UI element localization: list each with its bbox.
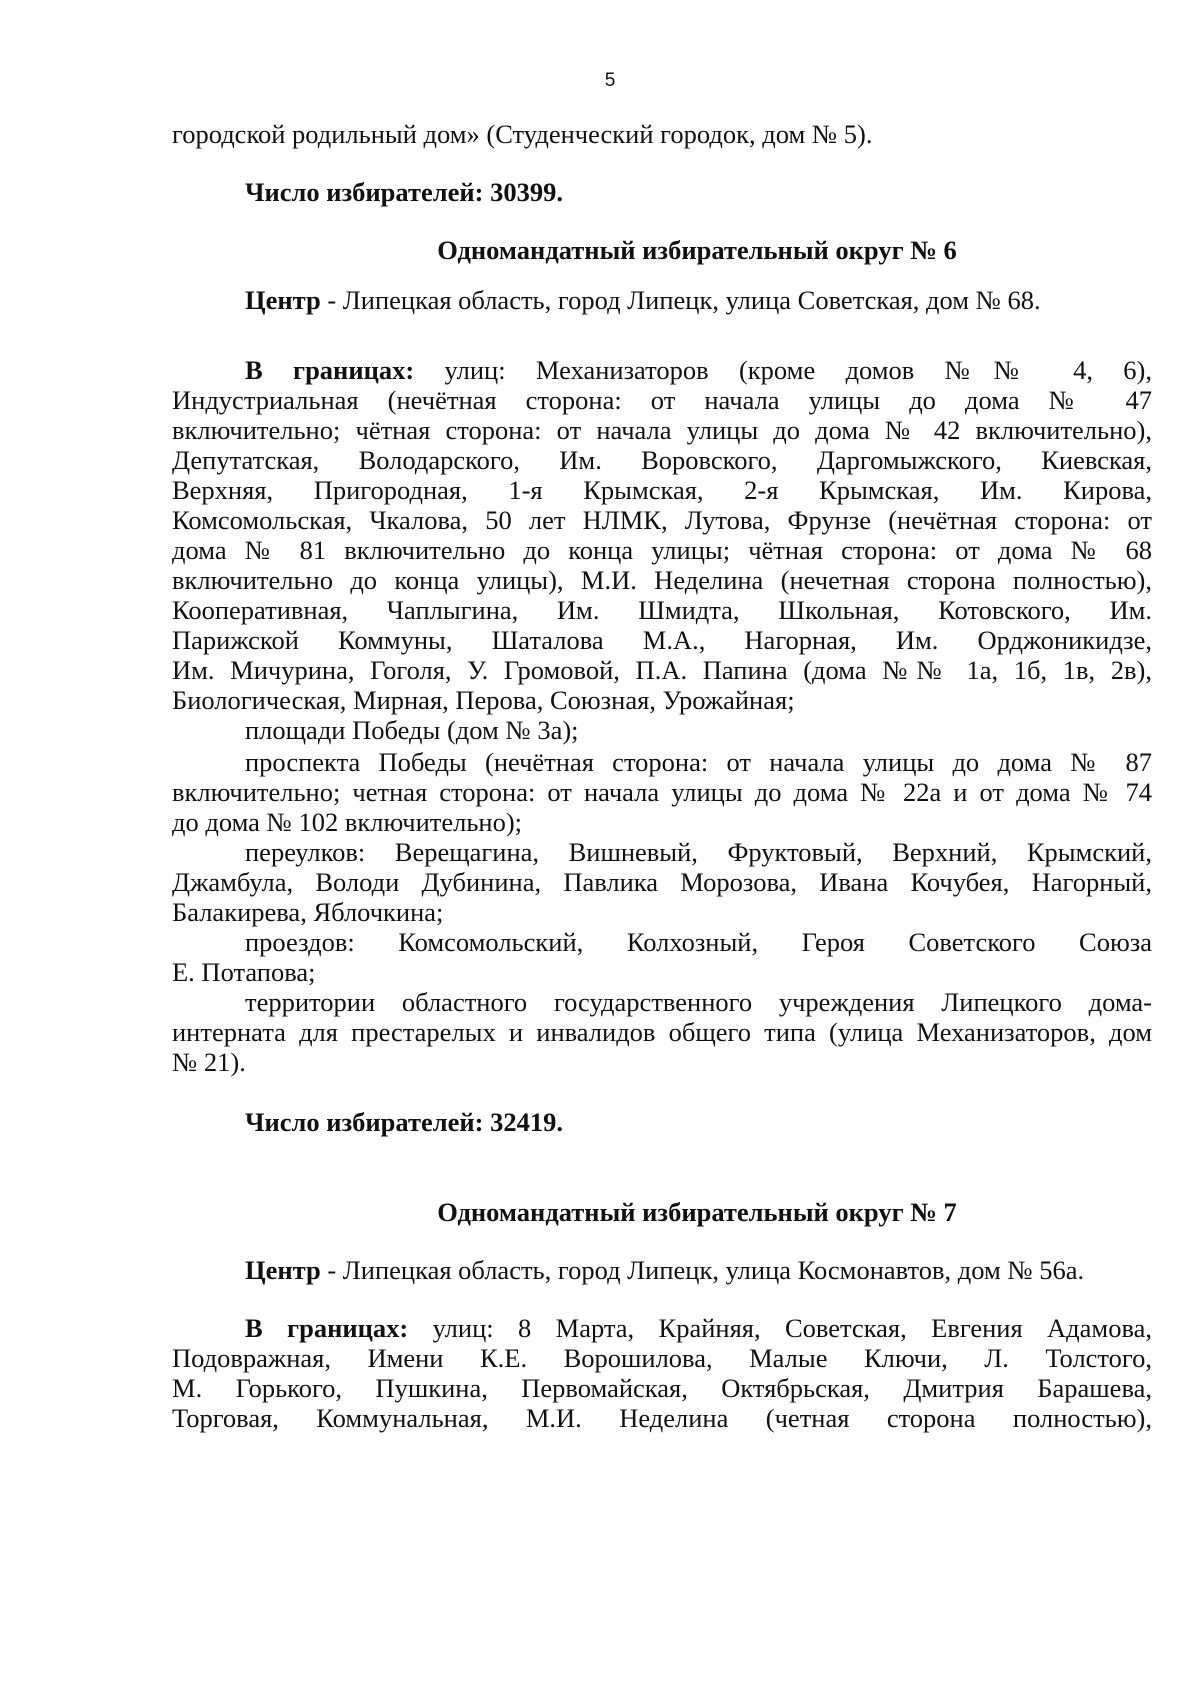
center-label: Центр: [245, 1255, 321, 1285]
borders-line: Индустриальная (нечётная сторона: от начала улицы до дома № 47: [172, 385, 1152, 415]
borders-line: Комсомольская, Чкалова, 50 лет НЛМК, Лутова, Фрунзе (нечётная сторона: от: [172, 505, 1152, 535]
territory-line-first: территории областного государственного учреждения Липецкого дома-: [245, 987, 1152, 1017]
prospect-line-last: до дома № 102 включительно);: [172, 807, 523, 837]
voters-count-2: Число избирателей: 32419.: [245, 1107, 563, 1137]
passages-line-last: Е. Потапова;: [172, 957, 316, 987]
square-line: площади Победы (дом № 3а);: [245, 715, 579, 745]
borders-line: Им. Мичурина, Гоголя, У. Громовой, П.А. Папина (дома №№ 1а, 1б, 1в, 2в),: [172, 655, 1152, 685]
borders-first-text: улиц: Механизаторов (кроме домов №№ 4, 6),: [414, 355, 1152, 385]
prospect-line-first: проспекта Победы (нечётная сторона: от начала улицы до дома № 87: [245, 747, 1152, 777]
borders-label: В границах:: [245, 1313, 409, 1343]
lanes-line-first: переулков: Верещагина, Вишневый, Фруктовый, Верхний, Крымский,: [245, 837, 1152, 867]
passages-line-first: проездов: Комсомольский, Колхозный, Героя Советского Союза: [245, 927, 1152, 957]
borders-line-last: Биологическая, Мирная, Перова, Союзная, Урожайная;: [172, 685, 795, 715]
lanes-line-last: Балакирева, Яблочкина;: [172, 897, 444, 927]
center-label: Центр: [245, 285, 321, 315]
borders-line: Кооперативная, Чаплыгина, Им. Шмидта, Школьная, Котовского, Им.: [172, 595, 1152, 625]
borders-line: Верхняя, Пригородная, 1-я Крымская, 2-я Крымская, Им. Кирова,: [172, 475, 1152, 505]
intro-line: городской родильный дом» (Студенческий городок, дом № 5).: [172, 119, 873, 149]
borders-line: дома № 81 включительно до конца улицы; чётная сторона: от дома № 68: [172, 535, 1152, 565]
borders-first-text: улиц: 8 Марта, Крайняя, Советская, Евгения Адамова,: [408, 1313, 1152, 1343]
borders-line: включительно; чётная сторона: от начала улицы до дома № 42 включительно),: [172, 415, 1152, 445]
district-6-title: Одномандатный избирательный округ № 6: [437, 235, 957, 265]
voters-count-1: Число избирателей: 30399.: [245, 177, 563, 207]
district-7-title: Одномандатный избирательный округ № 7: [437, 1197, 957, 1227]
district-6-borders-first: [245, 354, 1152, 386]
district-7-center: [245, 1254, 1084, 1286]
prospect-line-mid: включительно; четная сторона: от начала улицы до дома № 22а и от дома № 74: [172, 777, 1152, 807]
territory-line-mid: интерната для престарелых и инвалидов общего типа (улица Механизаторов, дом: [172, 1017, 1152, 1047]
borders-line: включительно до конца улицы), М.И. Неделина (нечетная сторона полностью),: [172, 565, 1152, 595]
district-6-center: [245, 284, 1041, 316]
district-7-borders-first: [245, 1312, 1152, 1344]
borders-line: М. Горького, Пушкина, Первомайская, Октябрьская, Дмитрия Барашева,: [172, 1373, 1152, 1403]
borders-line: Подовражная, Имени К.Е. Ворошилова, Малые Ключи, Л. Толстого,: [172, 1343, 1152, 1373]
borders-line: Депутатская, Володарского, Им. Воровского, Даргомыжского, Киевская,: [172, 445, 1152, 475]
lanes-line-mid: Джамбула, Володи Дубинина, Павлика Морозова, Ивана Кочубея, Нагорный,: [172, 867, 1152, 897]
borders-label: В границах:: [245, 355, 415, 385]
borders-line: Парижской Коммуны, Шаталова М.А., Нагорная, Им. Орджоникидзе,: [172, 625, 1152, 655]
page-number: 5: [604, 70, 616, 91]
territory-line-last: № 21).: [172, 1047, 246, 1077]
borders-line: Торговая, Коммунальная, М.И. Неделина (четная сторона полностью),: [172, 1403, 1152, 1433]
center-text: - Липецкая область, город Липецк, улица Советская, дом № 68.: [320, 285, 1041, 315]
center-text: - Липецкая область, город Липецк, улица Космонавтов, дом № 56а.: [320, 1255, 1085, 1285]
